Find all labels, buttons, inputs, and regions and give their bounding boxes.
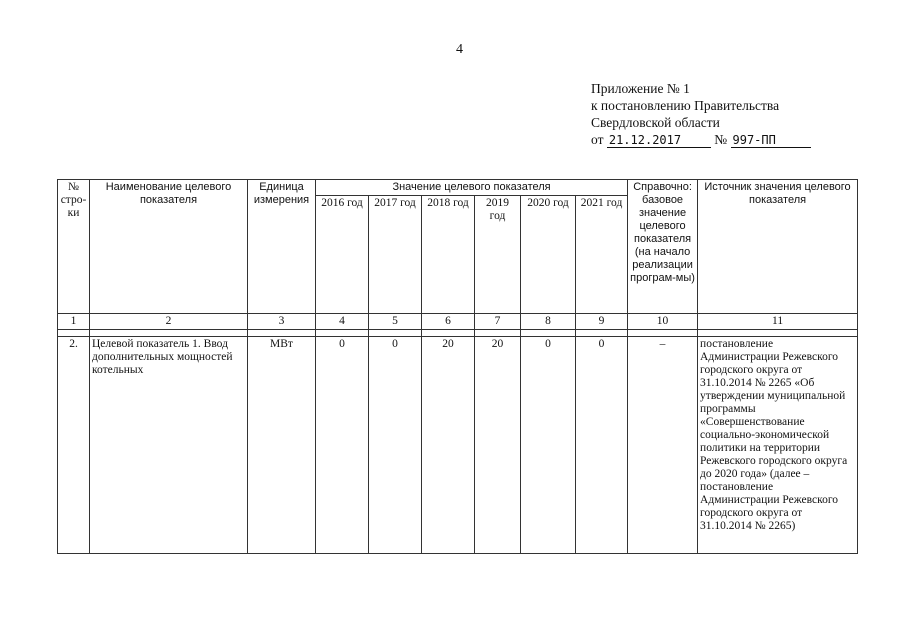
header-row-1 <box>58 180 858 196</box>
target-indicators-table <box>57 179 858 554</box>
value-cell: 0 <box>576 337 628 554</box>
table-row <box>58 337 858 554</box>
column-number: 8 <box>521 314 576 330</box>
column-number: 4 <box>316 314 369 330</box>
indicator-name: Целевой показатель 1. Ввод дополнительных мощностей котельных <box>90 337 248 554</box>
column-number: 3 <box>248 314 316 330</box>
reference-value: – <box>628 337 698 554</box>
column-number: 9 <box>576 314 628 330</box>
column-number: 7 <box>475 314 521 330</box>
header-reference: Справочно: базовое значение целевого показателя (на начало реализации програм-мы) <box>628 180 698 314</box>
column-numbers-row <box>58 314 858 330</box>
resolution-number: 997-ПП <box>731 133 811 148</box>
column-number: 1 <box>58 314 90 330</box>
header-year: 2016 год <box>316 196 369 314</box>
appendix-resolution-line: к постановлению Правительства <box>591 98 780 113</box>
column-number: 6 <box>422 314 475 330</box>
column-number: 10 <box>628 314 698 330</box>
row-number: 2. <box>58 337 90 554</box>
header-unit: Единица измерения <box>248 180 316 314</box>
header-year: 2020 год <box>521 196 576 314</box>
header-source: Источник значения целевого показателя <box>698 180 858 314</box>
header-name: Наименование целевого показателя <box>90 180 248 314</box>
indicator-source: постановление Администрации Режевского городского округа от 31.10.2014 № 2265 «Об утверждении муниципальной программы «Совершенствование социально-экономической политики на территории Режевского городского округа до 2020 года» (далее – постановление Администрации Режевского городского округа от 31.10.2014 № 2265) <box>698 337 858 554</box>
header-year: 2017 год <box>369 196 422 314</box>
header-year: 2019 год <box>475 196 521 314</box>
value-cell: 0 <box>369 337 422 554</box>
page-number: 4 <box>456 42 463 57</box>
header-year: 2018 год <box>422 196 475 314</box>
header-year: 2021 год <box>576 196 628 314</box>
value-cell: 20 <box>475 337 521 554</box>
appendix-heading <box>591 80 811 148</box>
appendix-region-line: Свердловской области <box>591 115 720 130</box>
column-number: 5 <box>369 314 422 330</box>
appendix-date-number-line <box>591 131 811 148</box>
from-label: от <box>591 132 604 147</box>
column-number: 2 <box>90 314 248 330</box>
indicator-unit: МВт <box>248 337 316 554</box>
header-values-group: Значение целевого показателя <box>316 180 628 196</box>
column-number: 11 <box>698 314 858 330</box>
appendix-title: Приложение № 1 <box>591 81 690 96</box>
value-cell: 0 <box>521 337 576 554</box>
value-cell: 20 <box>422 337 475 554</box>
header-row-no: № стро-ки <box>58 180 90 314</box>
number-label: № <box>714 132 728 147</box>
value-cell: 0 <box>316 337 369 554</box>
resolution-date: 21.12.2017 <box>607 133 711 148</box>
separator-row <box>58 330 858 337</box>
